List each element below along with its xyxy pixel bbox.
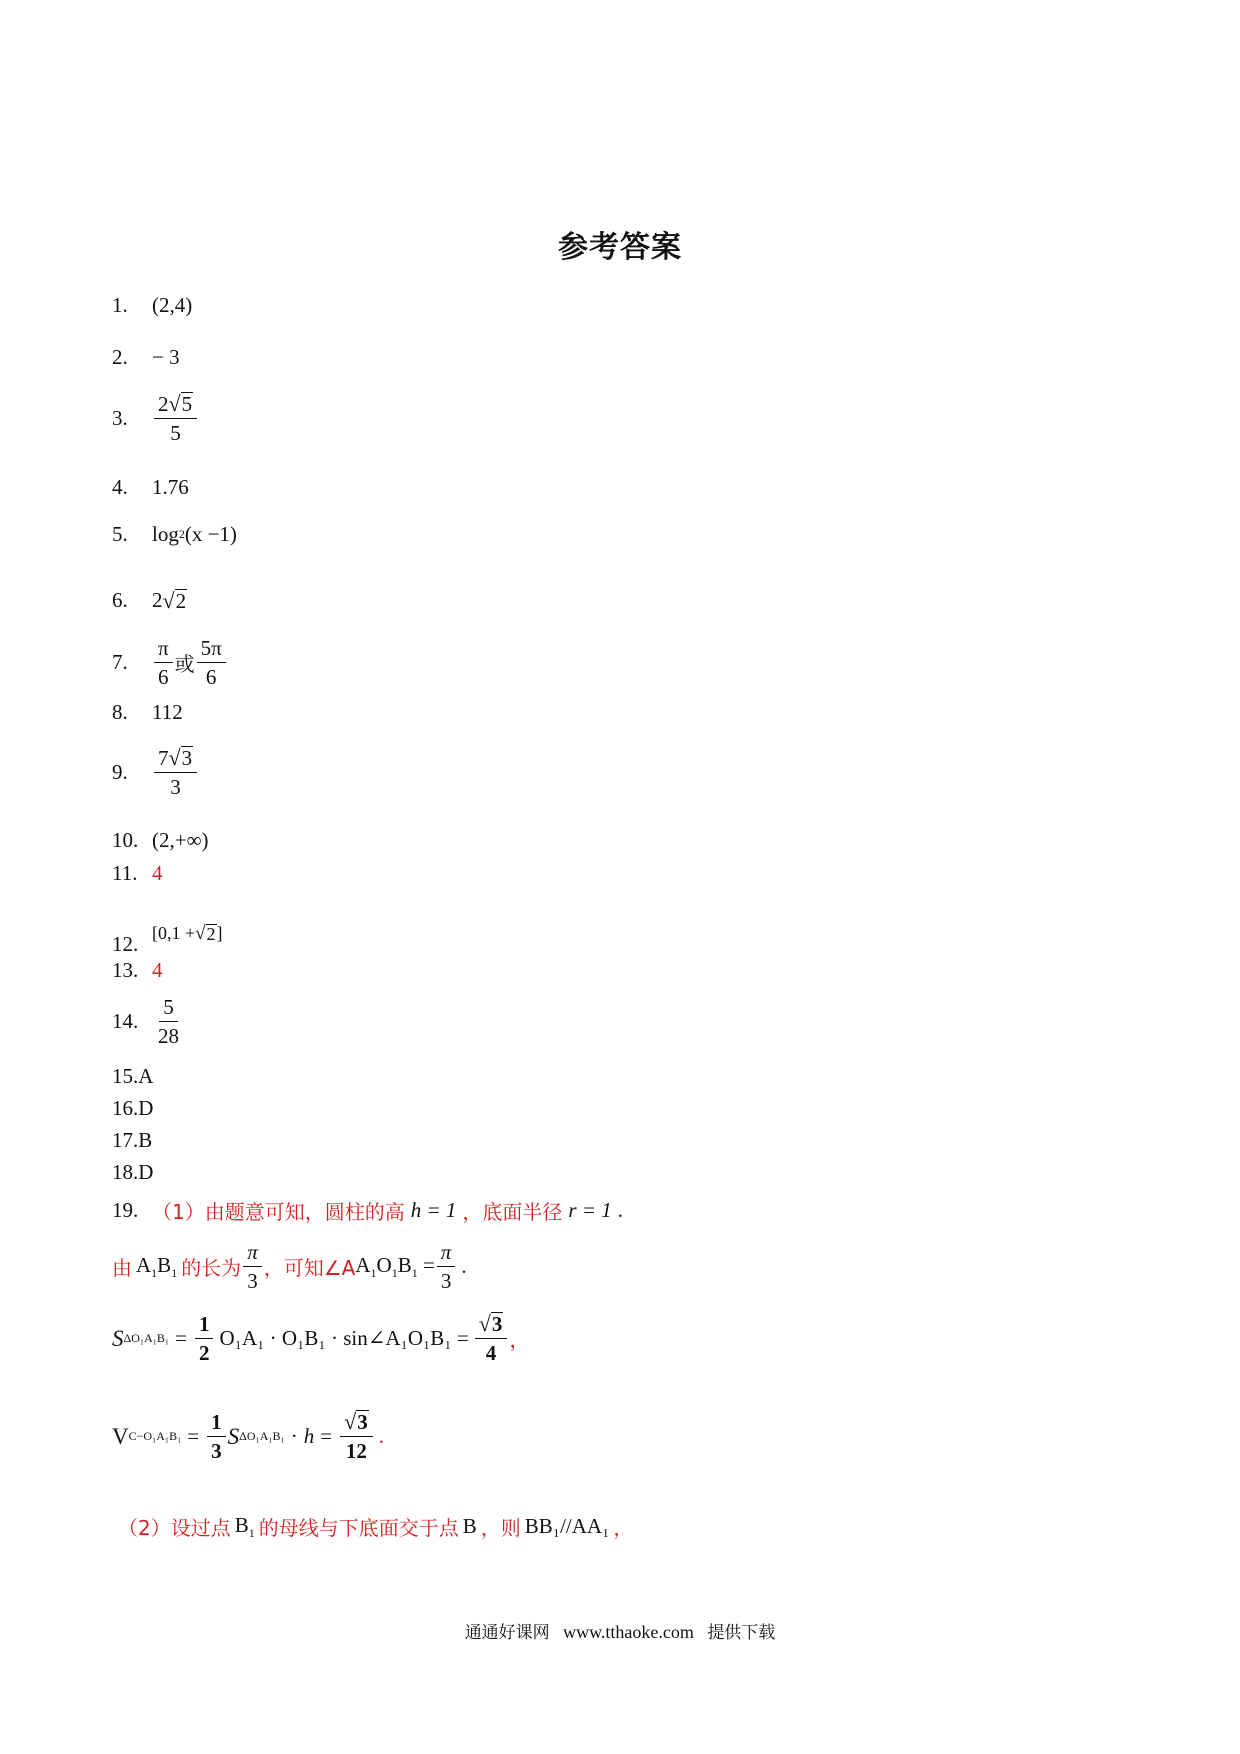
answer-3 bbox=[112, 392, 199, 445]
answer-17 bbox=[112, 1128, 152, 1153]
answer-11 bbox=[112, 861, 163, 886]
answer-number: 5. bbox=[112, 522, 128, 546]
answer-number: 15. bbox=[112, 1064, 139, 1088]
answer-value: A bbox=[138, 1064, 154, 1088]
answer-value: D bbox=[138, 1096, 154, 1120]
answer-15 bbox=[112, 1064, 153, 1089]
answer-number: 17. bbox=[112, 1128, 139, 1152]
footer-left: 通通好课网 bbox=[464, 1623, 550, 1643]
answer-5 bbox=[112, 522, 237, 547]
answer-value: − 3 bbox=[152, 345, 180, 369]
answer-1 bbox=[112, 293, 192, 318]
answer-number: 8. bbox=[112, 700, 128, 724]
answer-value: $\frac{5}{28}$ bbox=[158, 995, 179, 1049]
answer-number: 10. bbox=[112, 828, 139, 852]
answer-8 bbox=[112, 700, 183, 725]
answer-number: 4. bbox=[112, 475, 128, 499]
answer-number: 1. bbox=[112, 293, 128, 317]
answer-value: (2,4) bbox=[152, 293, 193, 317]
footer-site-link[interactable]: www.tthaoke.com bbox=[563, 1622, 694, 1642]
q19-line-1: 19. （1）由题意可知，圆柱的高 h = 1 ，底面半径 r = 1 . bbox=[112, 1198, 623, 1224]
answer-value: $\frac{\pi}{6}$ 或 $\frac{5\pi}{6}$ bbox=[152, 636, 228, 689]
answer-value: [0,1 + √ 2 ] bbox=[152, 922, 223, 944]
q19-line-5: （2）设过点 $B_1$ 的母线与下底面交于点 B ，则 BB₁//AA₁ ， bbox=[118, 1512, 634, 1540]
page-footer bbox=[0, 1618, 1240, 1643]
answer-number: 7. bbox=[112, 650, 128, 675]
answer-number: 2. bbox=[112, 345, 128, 369]
page-title: 参考答案 bbox=[558, 230, 682, 265]
answer-4 bbox=[112, 475, 189, 500]
answer-16 bbox=[112, 1096, 153, 1121]
answer-value: 4 bbox=[152, 958, 163, 982]
answer-number: 19. bbox=[112, 1198, 139, 1222]
answer-number: 12. bbox=[112, 932, 139, 956]
answer-value: 1.76 bbox=[152, 475, 189, 499]
q19-line-2: 由 $A_1B_1$ 的长为 $\frac{\pi}{3}$ ，可知∠A $A_1O_1B_1$ = $\frac{\pi}{3}$ . bbox=[112, 1240, 467, 1294]
answer-6 bbox=[112, 588, 187, 613]
answer-value: log 2 (x −1) bbox=[152, 522, 237, 546]
answer-number: 3. bbox=[112, 406, 128, 431]
answer-10 bbox=[112, 828, 209, 853]
answer-value bbox=[152, 392, 199, 445]
fraction: 2 √ 5 5 bbox=[154, 392, 197, 445]
answer-12 bbox=[112, 910, 223, 957]
q19-area-formula: S ΔO₁A₁B₁ = $\frac{1}{2}$ O₁A₁ · O₁B₁ · sin∠A₁O₁B₁ = √ 3 4 ， bbox=[112, 1311, 531, 1366]
answer-value: (2,+∞) bbox=[152, 828, 209, 852]
answer-14 bbox=[112, 995, 185, 1048]
answer-number: 13. bbox=[112, 958, 139, 982]
answer-number: 11. bbox=[112, 861, 138, 885]
answer-number: 16. bbox=[112, 1096, 139, 1120]
answer-value: D bbox=[138, 1160, 154, 1184]
footer-right: 提供下载 bbox=[707, 1623, 776, 1643]
answer-value: B bbox=[138, 1128, 153, 1152]
answer-value: 112 bbox=[152, 700, 183, 724]
answer-13 bbox=[112, 958, 163, 983]
answer-18 bbox=[112, 1160, 153, 1185]
answer-value: 7 √ 3 3 bbox=[152, 746, 199, 799]
answer-7 bbox=[112, 636, 228, 689]
answer-number: 14. bbox=[112, 1009, 139, 1034]
answer-number: 9. bbox=[112, 760, 128, 785]
answer-9 bbox=[112, 746, 199, 799]
answer-value: 2 √ 2 bbox=[152, 587, 187, 613]
answer-number: 6. bbox=[112, 588, 128, 612]
answer-number: 18. bbox=[112, 1160, 139, 1184]
answer-2 bbox=[112, 345, 180, 370]
q19-volume-formula: V C−O₁A₁B₁ = $\frac{1}{3}$ S ΔO₁A₁B₁ · h = √ 3 12 . bbox=[112, 1409, 384, 1464]
answer-value: 4 bbox=[152, 861, 163, 885]
